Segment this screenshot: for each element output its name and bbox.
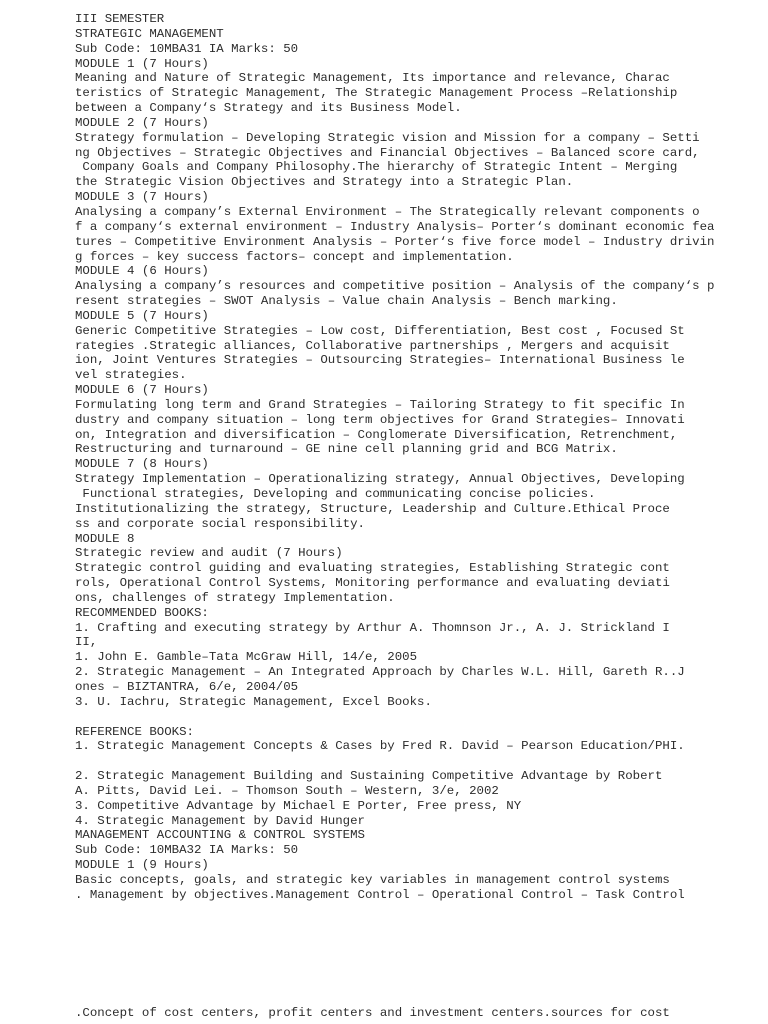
text-line: Strategy formulation – Developing Strategic vision and Mission for a company – Setti <box>75 130 700 145</box>
text-line: Company Goals and Company Philosophy.The hierarchy of Strategic Intent – Merging <box>75 160 678 175</box>
text-line: 2. Strategic Management – An Integrated Approach by Charles W.L. Hill, Gareth R..J <box>75 665 685 680</box>
text-line: Strategy Implementation – Operationalizing strategy, Annual Objectives, Developing <box>75 472 685 487</box>
text-line: resent strategies – SWOT Analysis – Value chain Analysis – Bench marking. <box>75 294 618 309</box>
text-line: Meaning and Nature of Strategic Management, Its importance and relevance, Charac <box>75 71 670 86</box>
text-line: MODULE 1 (9 Hours) <box>75 858 209 873</box>
text-line: tures – Competitive Environment Analysis – Porter‘s five force model – Industry drivin <box>75 234 715 249</box>
text-line: Institutionalizing the strategy, Structure, Leadership and Culture.Ethical Proce <box>75 501 670 516</box>
text-line: 3. U. Iachru, Strategic Management, Excel Books. <box>75 694 432 709</box>
text-line: MODULE 3 (7 Hours) <box>75 190 209 205</box>
text-line: dustry and company situation – long term objectives for Grand Strategies– Innovati <box>75 412 685 427</box>
text-line: Analysing a company’s External Environment – The Strategically relevant components o <box>75 204 700 219</box>
text-line: 1. Strategic Management Concepts & Cases by Fred R. David – Pearson Education/PHI. <box>75 739 685 754</box>
text-line: Analysing a company’s resources and competitive position – Analysis of the company‘s p <box>75 279 715 294</box>
text-line: MODULE 2 (7 Hours) <box>75 115 209 130</box>
text-line: Sub Code: 10MBA31 IA Marks: 50 <box>75 41 299 56</box>
text-line: rols, Operational Control Systems, Monitoring performance and evaluating deviati <box>75 576 670 591</box>
text-line: STRATEGIC MANAGEMENT <box>75 26 224 41</box>
text-line: on, Integration and diversification – Conglomerate Diversification, Retrenchment, <box>75 427 678 442</box>
text-line: the Strategic Vision Objectives and Strategy into a Strategic Plan. <box>75 175 574 190</box>
text-line: 1. Crafting and executing strategy by Arthur A. Thomnson Jr., A. J. Strickland I <box>75 620 670 635</box>
text-line: Generic Competitive Strategies – Low cost, Differentiation, Best cost , Focused St <box>75 323 685 338</box>
text-line: f a company‘s external environment – Industry Analysis– Porter‘s dominant economic fea <box>75 219 715 234</box>
text-line: Formulating long term and Grand Strategies – Tailoring Strategy to fit specific In <box>75 397 685 412</box>
text-line: rategies .Strategic alliances, Collaborative partnerships , Mergers and acquisit <box>75 338 670 353</box>
text-line: MODULE 6 (7 Hours) <box>75 383 209 398</box>
text-line: teristics of Strategic Management, The Strategic Management Process –Relationship <box>75 86 678 101</box>
text-line: Restructuring and turnaround – GE nine cell planning grid and BCG Matrix. <box>75 442 618 457</box>
text-line: ss and corporate social responsibility. <box>75 516 365 531</box>
text-line: MANAGEMENT ACCOUNTING & CONTROL SYSTEMS <box>75 828 365 843</box>
text-line: A. Pitts, David Lei. – Thomson South – Western, 3/e, 2002 <box>75 783 499 798</box>
text-line: between a Company‘s Strategy and its Business Model. <box>75 101 462 116</box>
text-line: 1. John E. Gamble–Tata McGraw Hill, 14/e, 2005 <box>75 650 418 665</box>
text-line: MODULE 7 (8 Hours) <box>75 457 209 472</box>
text-line: RECOMMENDED BOOKS: <box>75 605 209 620</box>
document-body <box>75 12 755 903</box>
text-line: 2. Strategic Management Building and Sustaining Competitive Advantage by Robert <box>75 769 663 784</box>
text-line: ion, Joint Ventures Strategies – Outsourcing Strategies– International Business le <box>75 353 685 368</box>
text-line: ones – BIZTANTRA, 6/e, 2004/05 <box>75 679 299 694</box>
text-line: Functional strategies, Developing and communicating concise policies. <box>75 487 596 501</box>
text-line: Basic concepts, goals, and strategic key variables in management control systems <box>75 872 670 887</box>
blank-line <box>75 754 755 769</box>
text-line: vel strategies. <box>75 368 187 383</box>
text-line: III SEMESTER <box>75 12 165 26</box>
page-bottom-text-line: .Concept of cost centers, profit centers and investment centers.sources for cost <box>75 1006 670 1020</box>
text-line: 3. Competitive Advantage by Michael E Porter, Free press, NY <box>75 798 522 813</box>
text-line: Strategic control guiding and evaluating strategies, Establishing Strategic cont <box>75 561 670 576</box>
text-line: MODULE 5 (7 Hours) <box>75 308 209 323</box>
text-line: II, <box>75 635 98 650</box>
text-line: MODULE 4 (6 Hours) <box>75 264 209 279</box>
text-line: Sub Code: 10MBA32 IA Marks: 50 <box>75 843 299 858</box>
text-line: ng Objectives – Strategic Objectives and Financial Objectives – Balanced score card, <box>75 145 700 160</box>
blank-line <box>75 710 755 725</box>
text-line: MODULE 1 (7 Hours) <box>75 56 209 71</box>
text-line: . Management by objectives.Management Control – Operational Control – Task Control <box>75 887 685 902</box>
text-line: g forces – key success factors– concept and implementation. <box>75 249 514 264</box>
text-line: REFERENCE BOOKS: <box>75 724 194 739</box>
text-line: 4. Strategic Management by David Hunger <box>75 813 365 828</box>
text-line: MODULE 8 <box>75 531 135 546</box>
text-line: Strategic review and audit (7 Hours) <box>75 546 343 561</box>
text-line: ons, challenges of strategy Implementation. <box>75 590 395 605</box>
